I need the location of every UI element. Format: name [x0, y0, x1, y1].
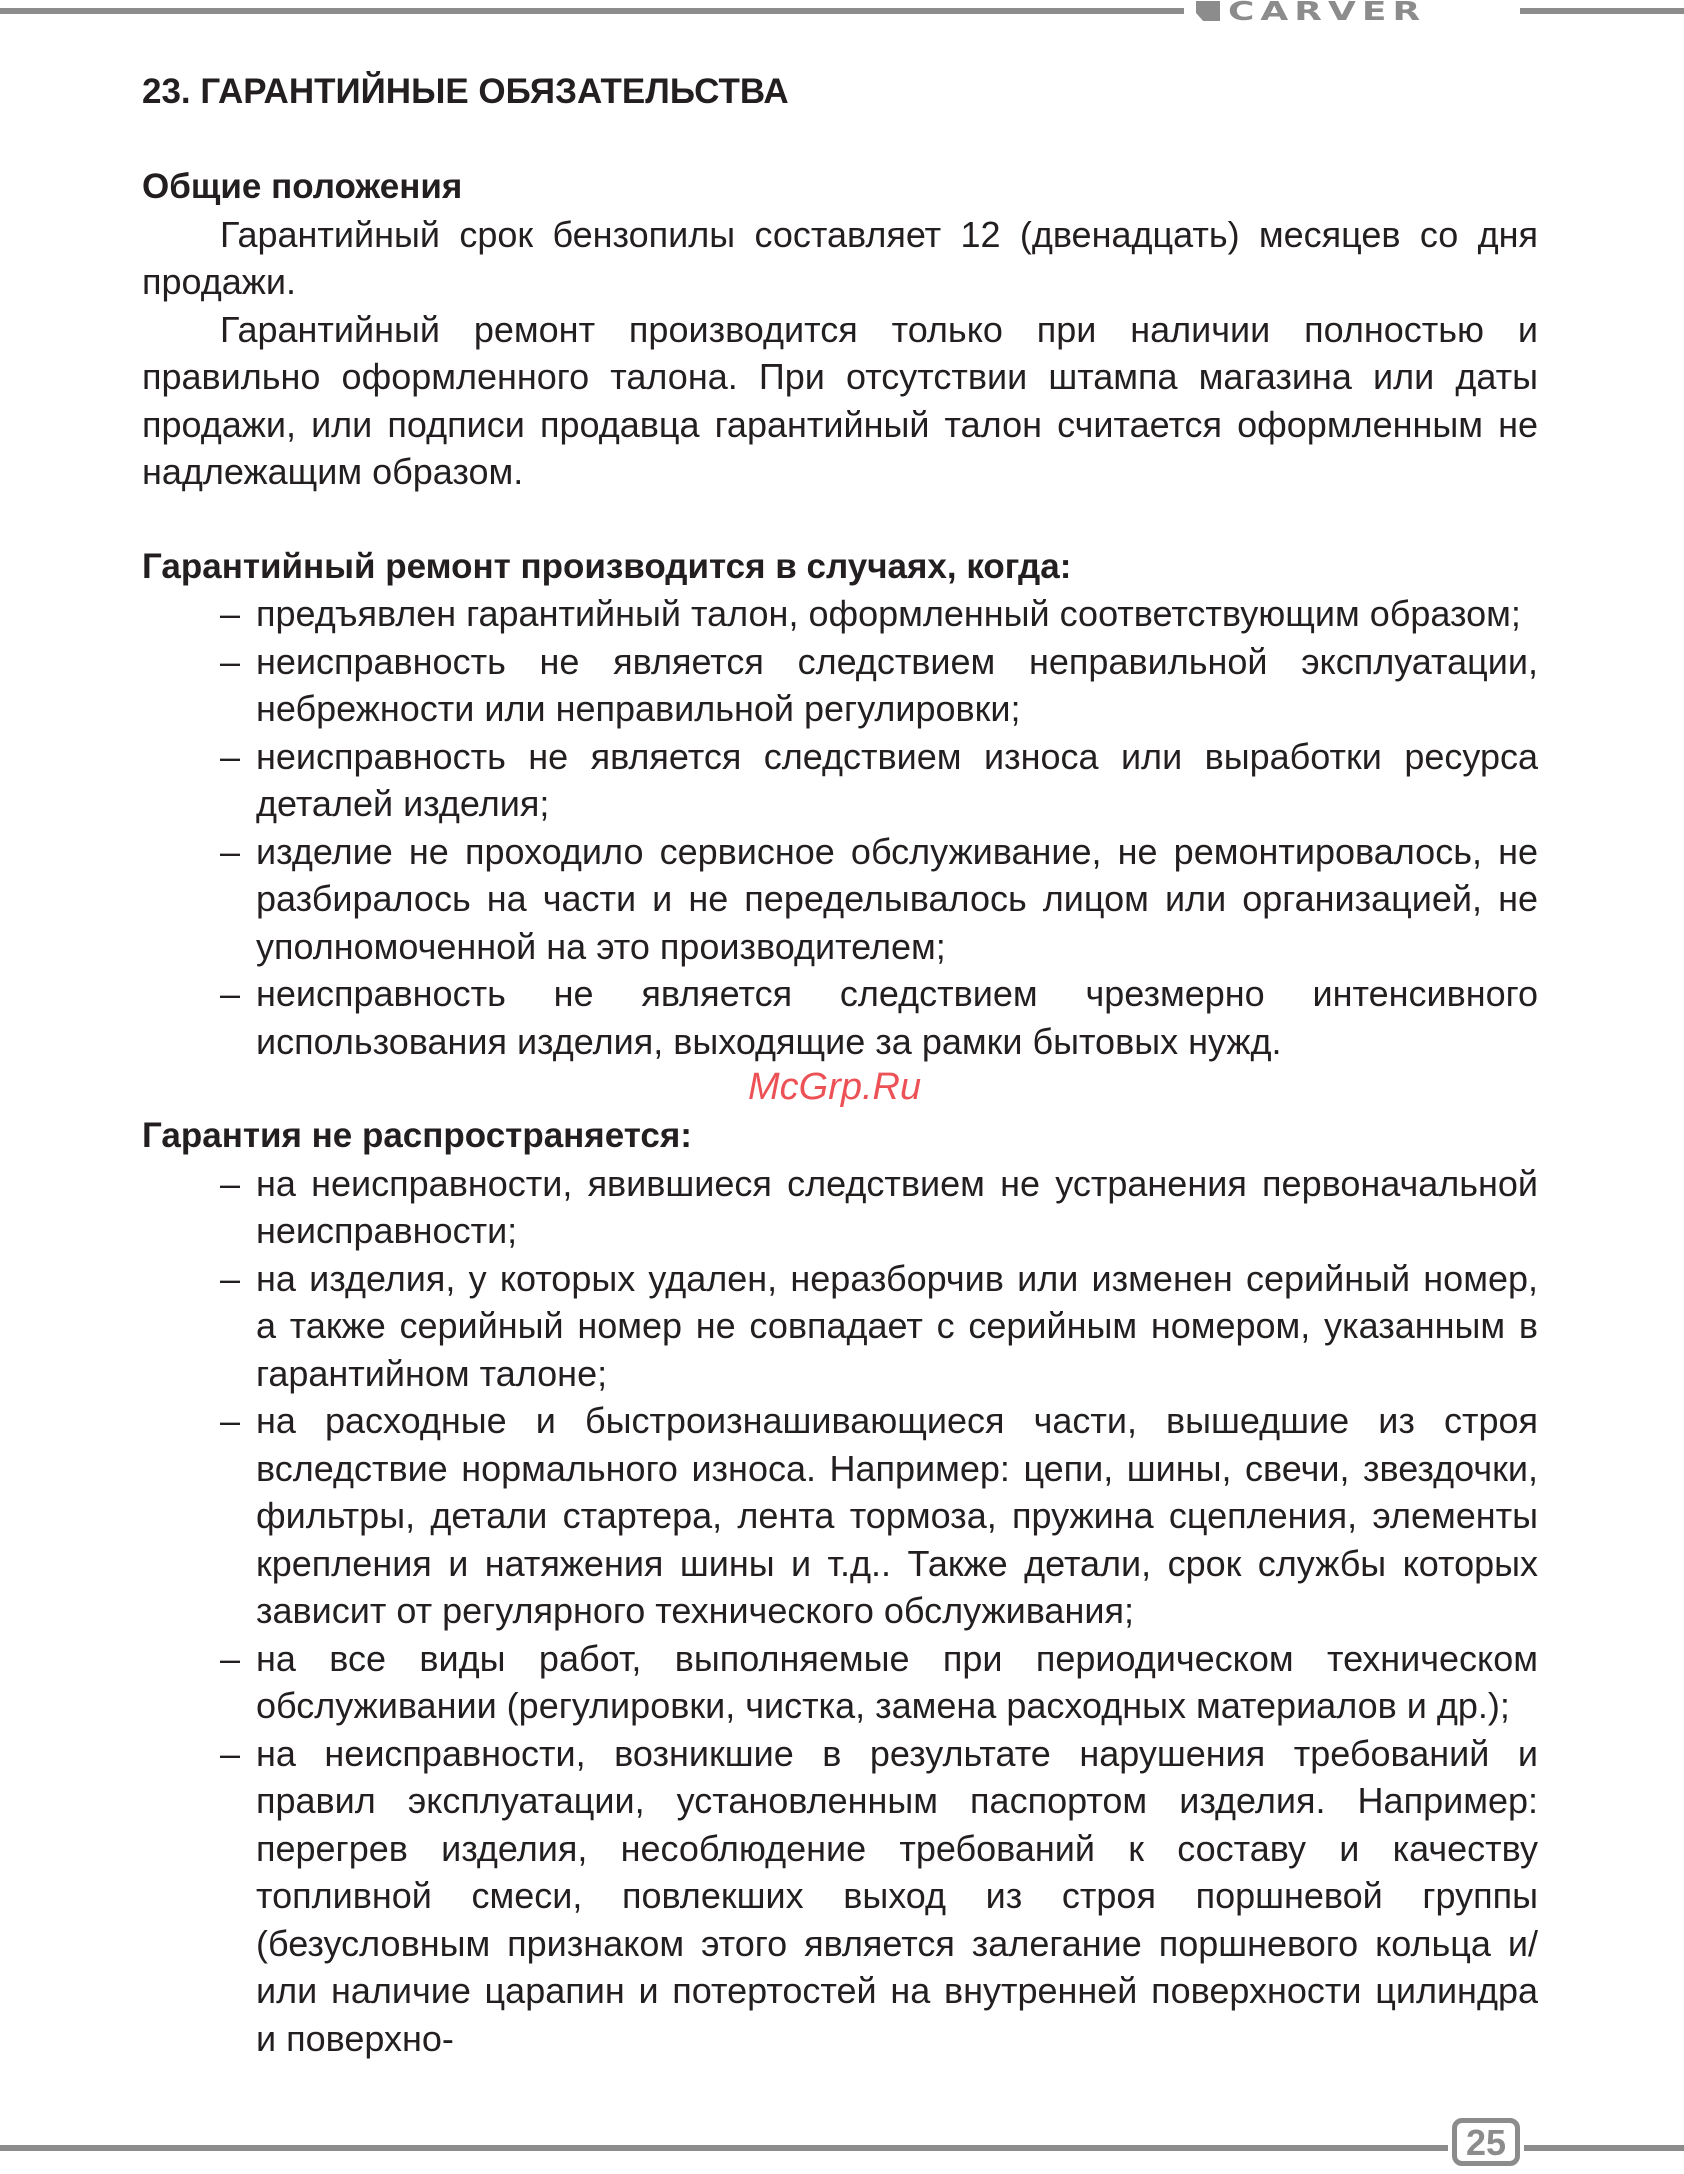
list-item: – на расходные и быстроизнашивающиеся части, вышедшие из строя вследствие нормального износа. Например: цепи, шины, свечи, звездочки, фильтры, детали стартера, лента тормоза, пружина сцепления, элементы крепления и натяжения шины и т.д.. Также детали, срок службы которых зависит от регулярного технического обслуживания; [220, 1400, 1538, 1631]
page-number: 25 [1452, 2118, 1520, 2166]
repair-cases-list [142, 590, 1538, 1065]
brand-name: CARVER [1228, 0, 1427, 26]
repair-cases-heading: Гарантийный ремонт производится в случаях, когда: [142, 546, 1072, 586]
page-content [142, 64, 1538, 2062]
list-item: – неисправность не является следствием чрезмерно интенсивного использования изделия, выходящие за рамки бытовых нужд. [220, 973, 1538, 1062]
section-title: 23. ГАРАНТИЙНЫЕ ОБЯЗАТЕЛЬСТВА [142, 72, 789, 111]
list-item: – на все виды работ, выполняемые при периодическом техническом обслуживании (регулировки, чистка, замена расходных материалов и др.); [220, 1637, 1538, 1726]
header-rule-end [1520, 8, 1684, 14]
list-item: – на неисправности, явившиеся следствием не устранения первоначальной неисправности; [220, 1162, 1538, 1251]
logo-mark-icon [1196, 1, 1220, 21]
watermark: McGrp.Ru [748, 1066, 922, 1108]
brand-logo [1196, 0, 1514, 28]
general-paragraph: Гарантийный ремонт производится только при наличии полностью и правильно оформленного талона. При отсутствии штампа магазина или даты продажи, или подписи продавца гарантийный талон считается оформленным не надлежащим образом. [142, 308, 1538, 492]
list-item: – предъявлен гарантийный талон, оформленный соответствующим образом; [220, 593, 1521, 634]
list-item: – неисправность не является следствием износа или выработки ресурса деталей изделия; [220, 735, 1538, 824]
general-paragraph: Гарантийный срок бензопилы составляет 12 (двенадцать) месяцев со дня продажи. [142, 213, 1538, 302]
exclusions-heading: Гарантия не распространяется: [142, 1116, 692, 1155]
list-item: – изделие не проходило сервисное обслуживание, не ремонтировалось, не разбиралось на части и не переделывалось лицом или организацией, не уполномоченной на это производителем; [220, 830, 1538, 967]
list-item: – на изделия, у которых удален, неразборчив или изменен серийный номер, а также серийный номер не совпадает с серийным номером, указанным в гарантийном талоне; [220, 1257, 1538, 1394]
footer-rule [0, 2145, 1448, 2151]
exclusions-list [142, 1160, 1538, 2063]
footer-rule-end [1524, 2145, 1684, 2151]
list-item: – на неисправности, возникшие в результате нарушения требований и правил эксплуатации, установленным паспортом изделия. Например: перегрев изделия, несоблюдение требований к составу и качеству топливной смеси, повлекших выход из строя поршневой группы (безусловным признаком этого является залегание поршневого кольца и/или наличие царапин и потертостей на внутренней поверхности цилиндра и поверхно- [220, 1732, 1538, 2059]
header-rule [0, 8, 1184, 14]
list-item: – неисправность не является следствием неправильной эксплуатации, небрежности или неправильной регулировки; [220, 640, 1538, 729]
general-heading: Общие положения [142, 167, 463, 206]
